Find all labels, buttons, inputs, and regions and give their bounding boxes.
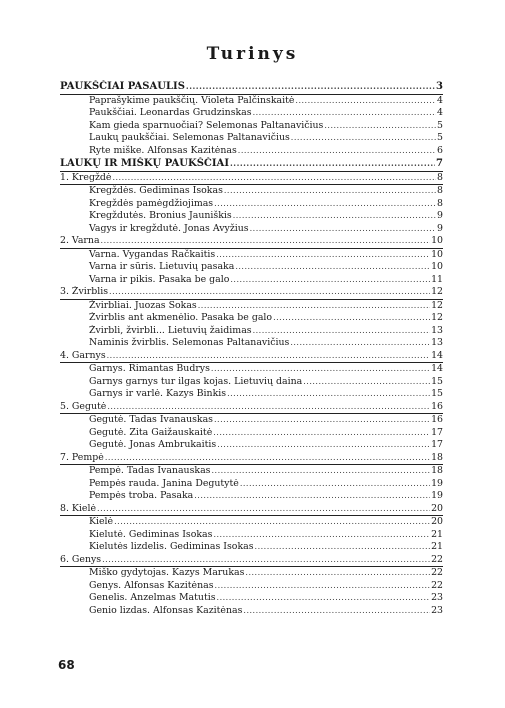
toc-entry <box>60 337 443 350</box>
toc-leader-dots <box>214 414 430 427</box>
toc-leader-dots <box>238 145 436 158</box>
toc-page-number: 21 <box>431 528 443 540</box>
page-number: 68 <box>58 658 75 672</box>
toc-entry <box>60 210 443 223</box>
toc-page-number: 5 <box>437 132 443 143</box>
toc-entry-title: Ryte miške. Alfonsas Kazitėnas <box>89 144 237 156</box>
toc-leader-dots <box>112 172 436 185</box>
toc-leader-dots <box>213 529 430 542</box>
toc-leader-dots <box>211 465 430 478</box>
toc-page-number: 23 <box>431 592 443 603</box>
toc-entry <box>60 516 443 529</box>
toc-page-number: 23 <box>431 604 443 616</box>
toc-entry <box>60 580 443 593</box>
toc-chapter <box>60 503 443 517</box>
toc-entry-title: 2. Varna <box>60 235 100 246</box>
toc-entry <box>60 312 443 325</box>
toc-leader-dots <box>214 198 436 211</box>
toc-chapter <box>60 554 443 568</box>
toc-entry <box>60 529 443 542</box>
toc-page-number: 13 <box>431 324 443 336</box>
toc-page-number: 15 <box>431 388 443 399</box>
toc-page-number: 18 <box>431 451 443 463</box>
toc-entry <box>60 567 443 580</box>
toc-leader-dots <box>230 274 430 287</box>
toc-leader-dots <box>295 95 436 108</box>
toc-entry-title: PAUKŠČIAI PASAULIS <box>60 81 185 92</box>
toc-leader-dots <box>253 325 430 338</box>
toc-entry-title: 5. Gegutė <box>60 400 107 412</box>
toc-page-number: 8 <box>437 185 443 196</box>
toc-page-number: 20 <box>431 502 443 514</box>
toc-entry-title: LAUKŲ IR MIŠKŲ PAUKŠČIAI <box>60 158 229 169</box>
toc-leader-dots <box>224 185 436 198</box>
toc-entry-title: Genelis. Anzelmas Matutis <box>89 592 216 603</box>
toc-page-number: 4 <box>437 94 443 106</box>
toc-entry-title: Varna ir pikis. Pasaka be galo <box>89 273 230 285</box>
page-title: Turinys <box>206 44 299 64</box>
toc-entry-title: Garnys ir varlė. Kazys Binkis <box>89 388 227 399</box>
toc-entry-title: 6. Genys <box>60 553 102 565</box>
toc-page-number: 19 <box>431 490 443 501</box>
toc-page-number: 17 <box>431 439 443 450</box>
toc-leader-dots <box>324 120 436 133</box>
toc-entry <box>60 592 443 605</box>
toc-page-number: 16 <box>431 414 443 425</box>
toc-entry-title: Kielutės lizdelis. Gediminas Isokas <box>89 541 254 552</box>
toc-page-number: 21 <box>431 541 443 552</box>
toc-page-number: 9 <box>437 210 443 221</box>
toc-page-number: 11 <box>431 273 443 285</box>
toc-entry <box>60 605 443 618</box>
toc-entry <box>60 274 443 287</box>
toc-entry <box>60 198 443 211</box>
toc-entry-title: Naminis žvirblis. Selemonas Paltanavičius <box>89 337 290 348</box>
toc-entry <box>60 414 443 427</box>
toc-entry-title: Genys. Alfonsas Kazitėnas <box>89 579 214 591</box>
toc-entry <box>60 223 443 236</box>
toc-entry-title: 1. Kregždė <box>60 171 112 183</box>
toc-page-number: 17 <box>431 426 443 438</box>
toc-leader-dots <box>215 580 431 593</box>
toc-leader-dots <box>213 427 430 440</box>
toc-entry <box>60 465 443 478</box>
toc-leader-dots <box>303 376 430 389</box>
toc-page-number: 10 <box>431 248 443 260</box>
toc-entry-title: Gegutė. Zita Gaižauskaitė <box>89 426 213 438</box>
toc-leader-dots <box>186 80 435 94</box>
toc-entry-title: Gegutė. Jonas Ambrukaitis <box>89 439 217 450</box>
toc-entry-title: 7. Pempė <box>60 451 104 463</box>
toc-entry-title: Garnys. Rimantas Budrys <box>89 363 210 374</box>
toc-entry-title: Gegutė. Tadas Ivanauskas <box>89 414 213 425</box>
toc-chapter <box>60 172 443 186</box>
toc-page-number: 10 <box>431 261 443 272</box>
toc-entry <box>60 325 443 338</box>
toc-entry-title: Kielutė. Gediminas Isokas <box>89 528 213 540</box>
toc-page-number: 8 <box>437 171 443 183</box>
toc-leader-dots <box>233 210 436 223</box>
toc-page-number: 22 <box>431 567 443 578</box>
toc-entry <box>60 376 443 389</box>
toc-entry-title: Žvirbli, žvirbli... Lietuvių žaidimas <box>89 324 252 336</box>
toc-page-number: 3 <box>436 81 443 92</box>
toc-leader-dots <box>227 388 430 401</box>
toc-entry <box>60 388 443 401</box>
toc-leader-dots <box>273 312 430 325</box>
toc-entry-title: Garnys garnys tur ilgas kojas. Lietuvių daina <box>89 375 303 387</box>
toc-entry-title: Pempės rauda. Janina Degutytė <box>89 477 239 489</box>
toc-leader-dots <box>102 554 430 567</box>
toc-page-number: 14 <box>431 363 443 374</box>
toc-leader-dots <box>101 235 431 248</box>
toc-entry-title: Kregždutės. Bronius Jauniškis <box>89 210 232 221</box>
toc-page-number: 16 <box>431 400 443 412</box>
toc-leader-dots <box>107 350 430 363</box>
toc-page-number: 10 <box>431 235 443 246</box>
toc-entry <box>60 363 443 376</box>
toc-entry <box>60 439 443 452</box>
toc-entry-title: Vagys ir kregždutė. Jonas Avyžius <box>89 222 249 234</box>
toc-entry <box>60 300 443 313</box>
toc-entry <box>60 107 443 120</box>
toc-leader-dots <box>230 157 435 171</box>
toc-entry <box>60 261 443 274</box>
toc-leader-dots <box>255 541 431 554</box>
toc-entry <box>60 541 443 554</box>
toc-leader-dots <box>217 592 431 605</box>
toc-leader-dots <box>235 261 430 274</box>
toc-entry-title: Kregždės. Gediminas Isokas <box>89 185 223 196</box>
toc-entry-title: Kielė <box>89 516 114 527</box>
toc-leader-dots <box>105 452 430 465</box>
toc-chapter <box>60 235 443 249</box>
toc-entry-title: Paukščiai. Leonardas Grudzinskas <box>89 107 252 118</box>
toc-entry-title: Kregždės pamėgdžiojimas <box>89 197 214 209</box>
toc-page-number: 18 <box>431 465 443 476</box>
toc-page-number: 22 <box>431 553 443 565</box>
toc-chapter <box>60 286 443 300</box>
table-of-contents <box>60 80 443 617</box>
toc-entry-title: Miško gydytojas. Kazys Marukas <box>89 567 245 578</box>
toc-page-number: 9 <box>437 222 443 234</box>
toc-leader-dots <box>291 132 436 145</box>
toc-entry <box>60 132 443 145</box>
toc-leader-dots <box>109 286 430 299</box>
toc-leader-dots <box>217 439 430 452</box>
toc-entry <box>60 185 443 198</box>
toc-entry <box>60 145 443 158</box>
toc-entry-title: Kam gieda sparnuočiai? Selemonas Paltanavičius <box>89 119 324 131</box>
toc-page-number: 12 <box>431 299 443 311</box>
toc-entry-title: Žvirbliai. Juozas Sokas <box>89 299 197 311</box>
toc-leader-dots <box>240 478 430 491</box>
toc-entry <box>60 249 443 262</box>
toc-entry <box>60 427 443 440</box>
toc-leader-dots <box>216 249 430 262</box>
toc-leader-dots <box>290 337 430 350</box>
toc-chapter <box>60 350 443 364</box>
toc-page-number: 22 <box>431 579 443 591</box>
toc-leader-dots <box>253 107 436 120</box>
toc-page-number: 15 <box>431 375 443 387</box>
toc-entry-title: Paprašykime paukščių. Violeta Palčinskaitė <box>89 94 295 106</box>
toc-chapter <box>60 401 443 415</box>
toc-entry-title: Žvirblis ant akmenėlio. Pasaka be galo <box>89 312 273 323</box>
toc-chapter <box>60 452 443 466</box>
toc-entry-title: Pempė. Tadas Ivanauskas <box>89 465 211 476</box>
toc-page-number: 8 <box>437 197 443 209</box>
toc-page-number: 4 <box>437 107 443 118</box>
toc-leader-dots <box>114 516 430 529</box>
toc-page-number: 13 <box>431 337 443 348</box>
toc-page-number: 6 <box>437 144 443 156</box>
toc-entry-title: Genio lizdas. Alfonsas Kazitėnas <box>89 604 243 616</box>
toc-entry-title: Laukų paukščiai. Selemonas Paltanavičius <box>89 132 290 143</box>
toc-page-number: 12 <box>431 286 443 297</box>
toc-leader-dots <box>211 363 430 376</box>
toc-entry-title: Varna ir sūris. Lietuvių pasaka <box>89 261 235 272</box>
toc-entry-title: 4. Garnys <box>60 349 106 361</box>
toc-section <box>60 80 443 95</box>
toc-entry <box>60 120 443 133</box>
toc-leader-dots <box>245 567 430 580</box>
toc-page-number: 20 <box>431 516 443 527</box>
toc-entry-title: 8. Kielė <box>60 502 97 514</box>
toc-page-number: 7 <box>436 158 443 169</box>
toc-leader-dots <box>243 605 430 618</box>
toc-page-number: 14 <box>431 349 443 361</box>
toc-leader-dots <box>250 223 436 236</box>
toc-entry <box>60 490 443 503</box>
toc-entry <box>60 95 443 108</box>
toc-entry-title: Varna. Vygandas Račkaitis <box>89 248 216 260</box>
toc-leader-dots <box>107 401 430 414</box>
toc-leader-dots <box>198 300 430 313</box>
toc-page-number: 5 <box>437 119 443 131</box>
toc-entry-title: Pempės troba. Pasaka <box>89 490 194 501</box>
toc-section <box>60 157 443 172</box>
toc-entry <box>60 478 443 491</box>
toc-page-number: 19 <box>431 477 443 489</box>
toc-leader-dots <box>97 503 430 516</box>
toc-leader-dots <box>194 490 430 503</box>
toc-page-number: 12 <box>431 312 443 323</box>
toc-entry-title: 3. Žvirblis <box>60 286 109 297</box>
